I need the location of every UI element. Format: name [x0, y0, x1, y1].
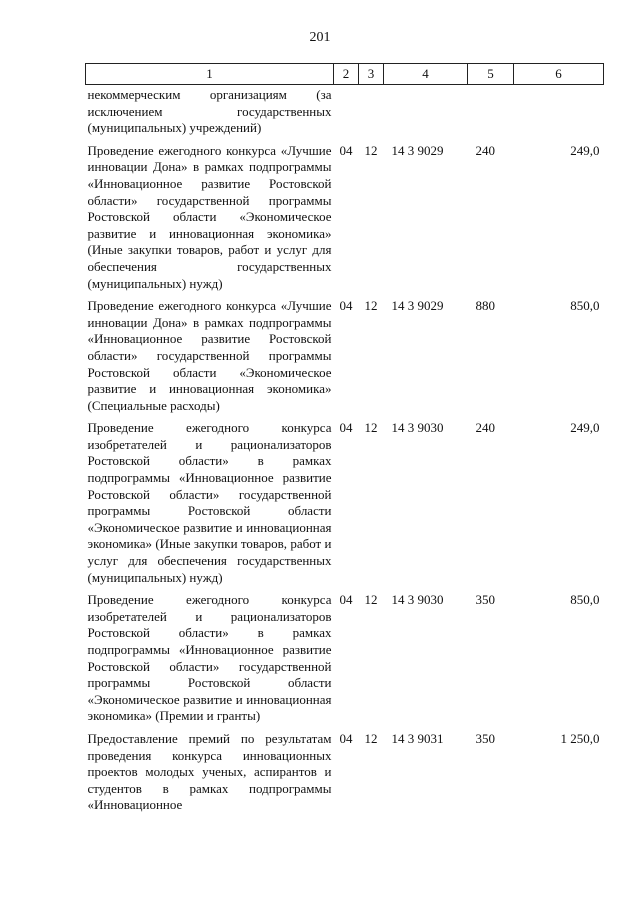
- row-expense-type: 350: [475, 730, 495, 746]
- row-description: некоммерческим организациям (за исключением государственных (муниципальных) учреждений): [87, 87, 332, 136]
- table-header: [86, 64, 604, 85]
- row-subsection: 12: [364, 142, 378, 158]
- header-col-1: 1: [86, 64, 334, 85]
- budget-table: [85, 63, 604, 820]
- row-expense-type: 240: [475, 142, 495, 158]
- row-description: Проведение ежегодного конкурса «Лучшие инновации Дона» в рамках подпрограммы «Инновационное развитие Ростовской области» государственной программы Ростовской области «Экономическое развитие и инновационная экономика» (Иные закупки товаров, работ и услуг для обеспечения государственных (муниципальных) нужд): [87, 142, 332, 291]
- row-target-article: 14 3 9031: [391, 730, 444, 746]
- row-sum: 850,0: [570, 298, 600, 314]
- table-row: [86, 592, 604, 731]
- row-target-article: 14 3 9029: [391, 298, 444, 314]
- row-section: 04: [339, 298, 353, 314]
- table-row: [86, 143, 604, 298]
- header-row: [86, 64, 604, 85]
- row-sum: 249,0: [570, 420, 600, 436]
- row-expense-type: 880: [475, 298, 495, 314]
- row-sum: [514, 85, 604, 143]
- header-col-6: 6: [514, 64, 604, 85]
- header-col-2: 2: [334, 64, 359, 85]
- row-subsection: 12: [364, 592, 378, 608]
- row-sum: 1 250,0: [560, 730, 600, 746]
- row-target-article: 14 3 9030: [391, 592, 444, 608]
- page-number: 201: [309, 30, 331, 45]
- row-target-article: 14 3 9030: [391, 420, 444, 436]
- row-expense-type: 240: [475, 420, 495, 436]
- table-row: [86, 420, 604, 592]
- table-row: [86, 298, 604, 420]
- row-subsection: 12: [364, 298, 378, 314]
- table-body: [86, 85, 604, 820]
- table-row: [86, 85, 604, 143]
- row-description: Проведение ежегодного конкурса изобретателей и рационализаторов Ростовской области» в рамках подпрограммы «Инновационное развитие Ростовской области» государственной программы Ростовской области «Экономическое развитие и инновационная экономика» (Иные закупки товаров, работ и услуг для обеспечения государственных (муниципальных) нужд): [87, 420, 332, 585]
- row-section: 04: [339, 730, 353, 746]
- row-section: 04: [339, 420, 353, 436]
- row-expense-type: 350: [475, 592, 495, 608]
- row-subsection: [359, 85, 384, 143]
- row-target-article: [384, 85, 468, 143]
- row-subsection: 12: [364, 420, 378, 436]
- header-col-5: 5: [468, 64, 514, 85]
- row-sum: 850,0: [570, 592, 600, 608]
- row-description: Проведение ежегодного конкурса «Лучшие инновации Дона» в рамках подпрограммы «Инновационное развитие Ростовской области» государственной программы Ростовской области «Экономическое развитие и инновационная экономика» (Специальные расходы): [87, 298, 332, 413]
- row-section: 04: [339, 592, 353, 608]
- row-target-article: 14 3 9029: [391, 142, 444, 158]
- row-section: [334, 85, 359, 143]
- row-subsection: 12: [364, 730, 378, 746]
- header-col-3: 3: [359, 64, 384, 85]
- row-description: Предоставление премий по результатам проведения конкурса инновационных проектов молодых ученых, аспирантов и студентов в рамках подпрограммы «Инновационное: [87, 730, 332, 813]
- row-sum: 249,0: [570, 142, 600, 158]
- row-section: 04: [339, 142, 353, 158]
- row-description: Проведение ежегодного конкурса изобретателей и рационализаторов Ростовской области» в рамках подпрограммы «Инновационное развитие Ростовской области» государственной программы Ростовской области «Экономическое развитие и инновационная экономика» (Премии и гранты): [87, 592, 332, 724]
- table-row: [86, 731, 604, 820]
- header-col-4: 4: [384, 64, 468, 85]
- row-expense-type: [468, 85, 514, 143]
